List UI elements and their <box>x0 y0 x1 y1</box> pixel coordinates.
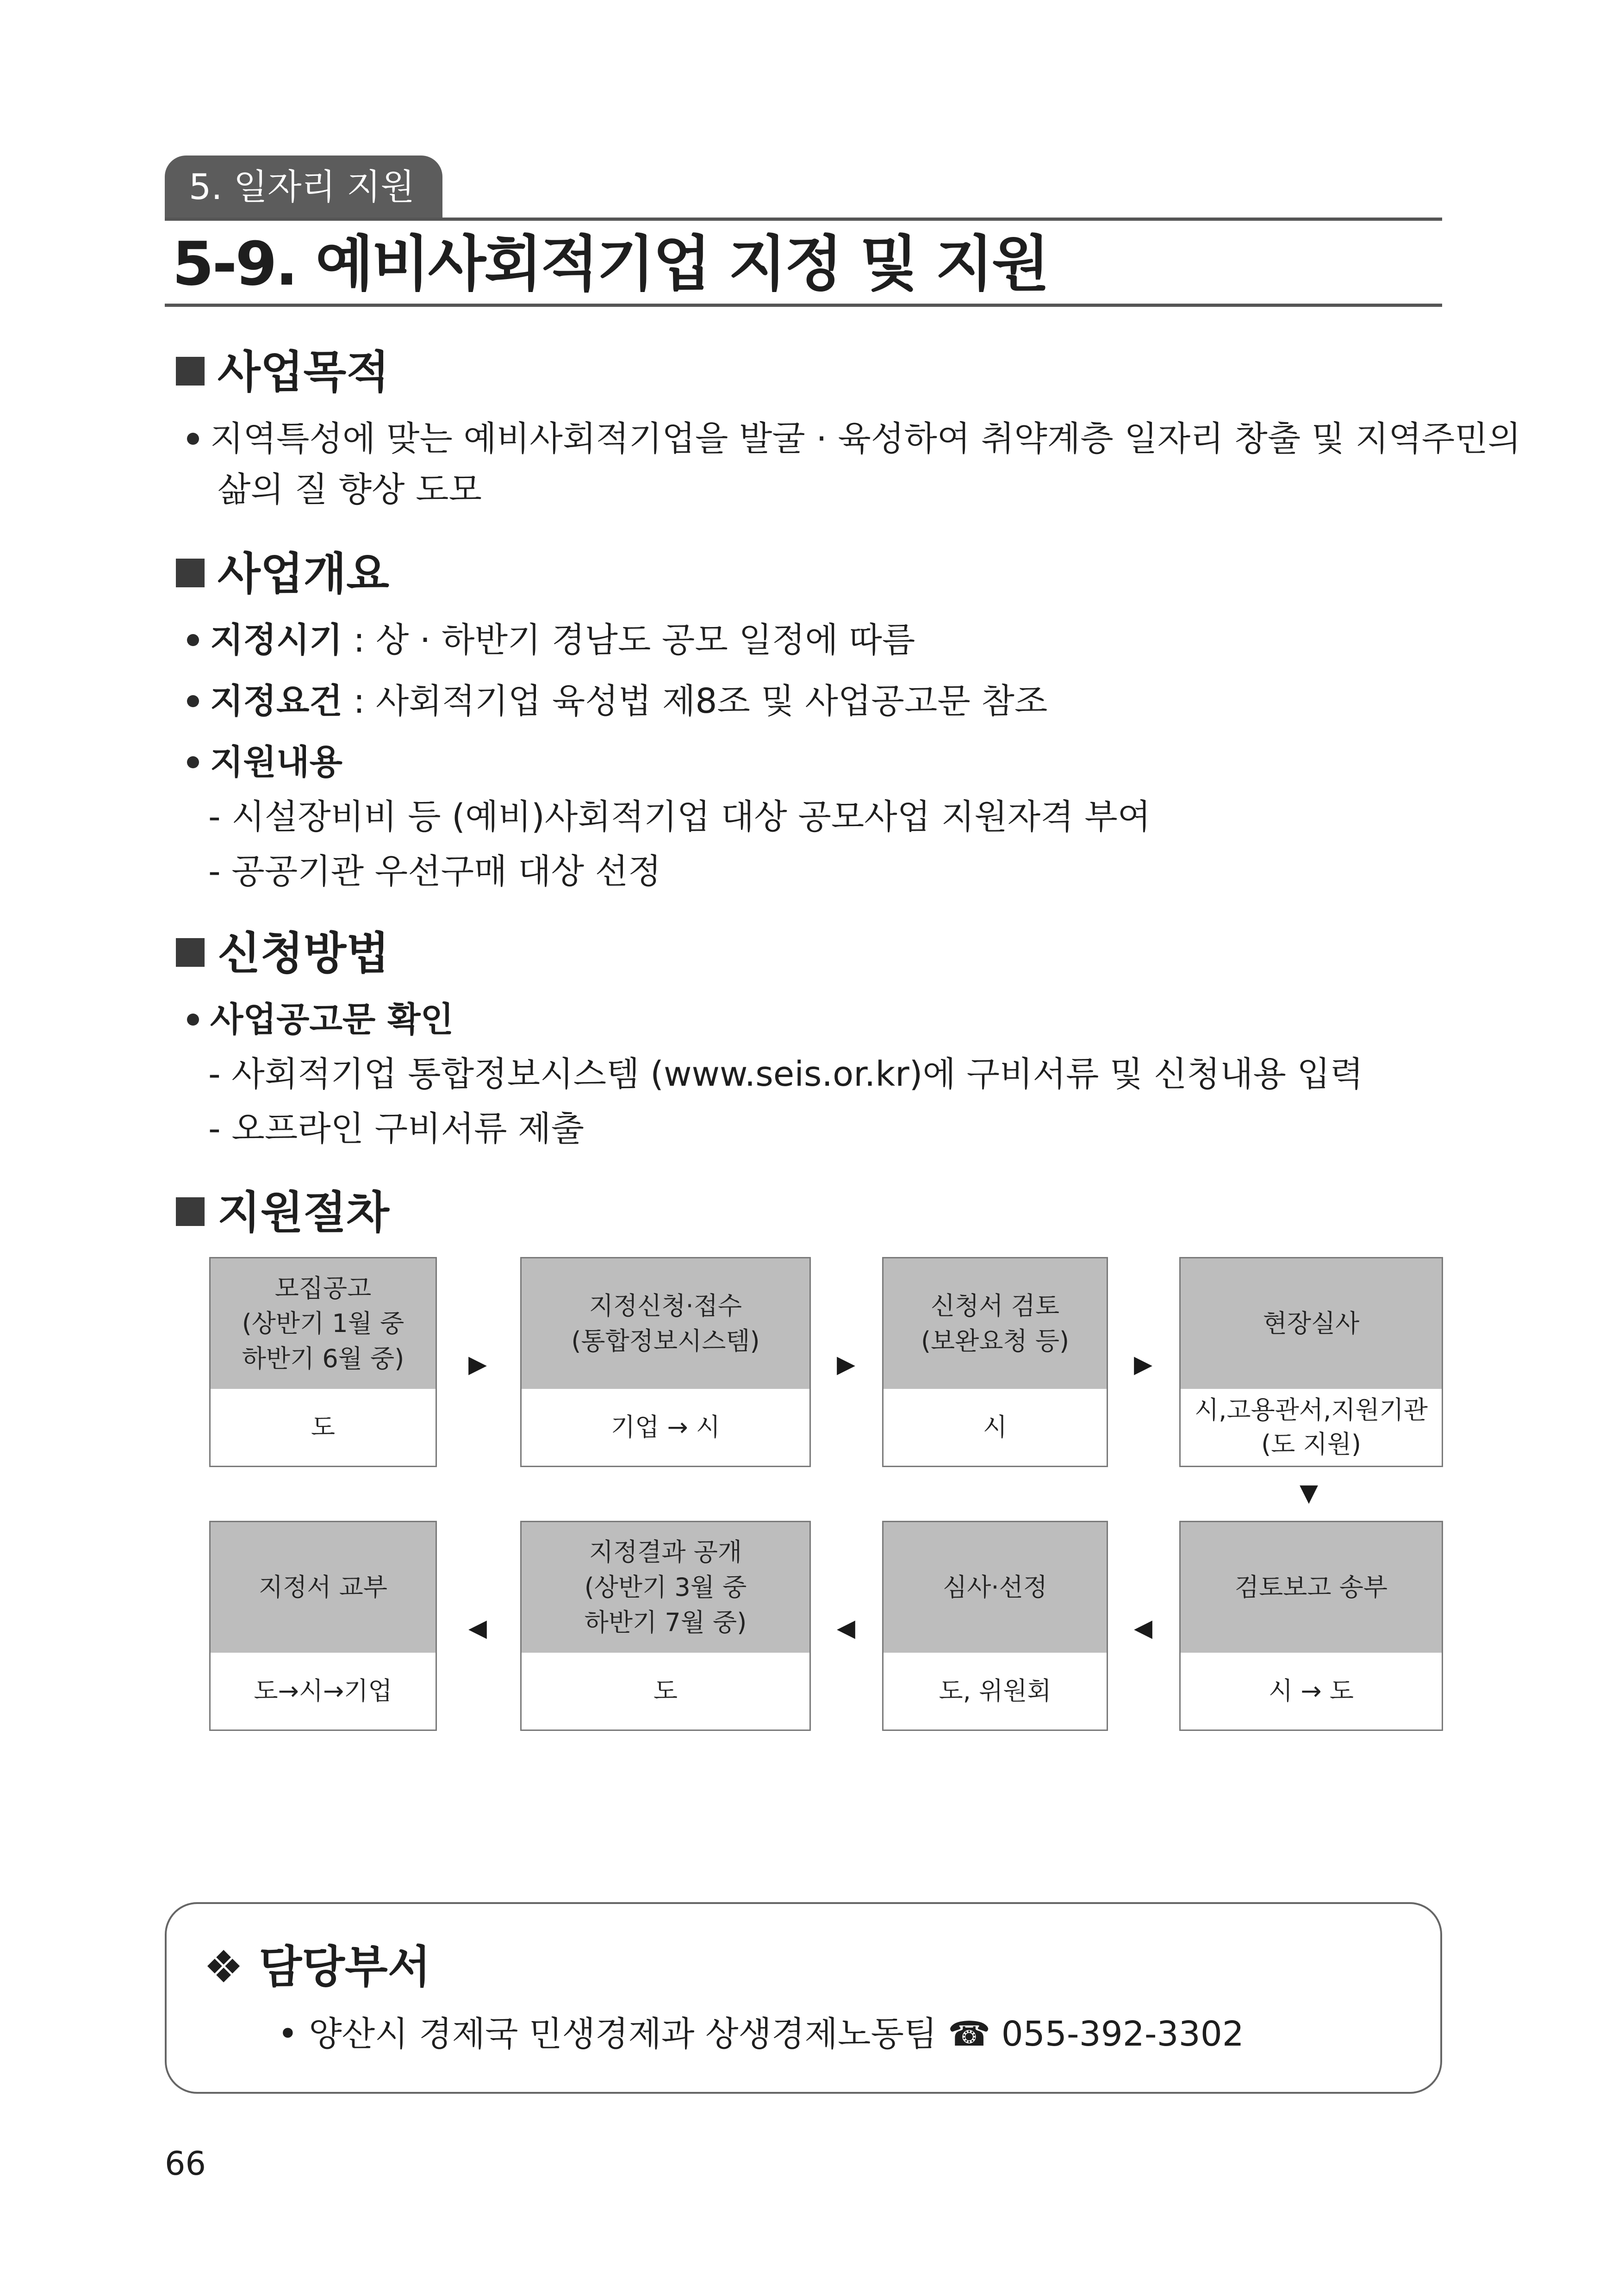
flow-step-actor: 시,고용관서,지원기관 (도 지원) <box>1195 1395 1428 1459</box>
overview-heading: 사업개요 <box>176 546 389 602</box>
application-item-2: - 오프라인 구비서류 제출 <box>208 1109 585 1149</box>
square-bullet-icon <box>176 938 205 967</box>
flow-step-actor: 시 <box>983 1412 1008 1442</box>
flow-step-label: 모집공고 (상반기 1월 중 하반기 6월 중) <box>211 1258 436 1389</box>
purpose-line-1: 지역특성에 맞는 예비사회적기업을 발굴 · 육성하여 취약계층 일자리 창출 및 지역주민의 <box>187 413 1521 464</box>
flow-step-recruit <box>209 1257 437 1467</box>
arrow-right-icon: ▶ <box>1134 1350 1152 1378</box>
arrow-down-icon: ▼ <box>1300 1479 1318 1507</box>
arrow-right-icon: ▶ <box>468 1350 487 1378</box>
page-number: 66 <box>165 2145 206 2183</box>
flow-step-send-report <box>1179 1521 1443 1731</box>
flow-step-actor: 도 <box>653 1676 678 1705</box>
flow-step-label: 지정신청·접수 (통합정보시스템) <box>522 1258 809 1389</box>
section-tab: 5. 일자리 지원 <box>165 156 442 218</box>
support-item-1: - 시설장비비 등 (예비)사회적기업 대상 공모사업 지원자격 부여 <box>208 797 1151 837</box>
bullet-dot-icon <box>187 634 199 646</box>
contact-heading: ❖ 담당부서 <box>204 1941 431 1993</box>
header-rule-bottom <box>165 304 1442 307</box>
page-title: 5-9. 예비사회적기업 지정 및 지원 <box>172 229 1048 299</box>
flow-step-label: 검토보고 송부 <box>1181 1522 1442 1653</box>
square-bullet-icon <box>176 357 205 386</box>
bullet-dot-icon <box>187 695 199 707</box>
flow-step-inspection <box>1179 1257 1443 1467</box>
flow-step-label: 신청서 검토 (보완요청 등) <box>884 1258 1107 1389</box>
flow-step-label: 심사·선정 <box>884 1522 1107 1653</box>
header-rule-top <box>165 218 1442 221</box>
flow-step-issue-certificate <box>209 1521 437 1731</box>
flow-step-label: 지정결과 공개 (상반기 3월 중 하반기 7월 중) <box>522 1522 809 1653</box>
flow-step-actor: 도 <box>311 1412 336 1442</box>
flow-step-selection <box>882 1521 1108 1731</box>
overview-timing: 지정시기 : 상 · 하반기 경남도 공모 일정에 따름 <box>187 615 915 666</box>
flow-step-actor: 기업 → 시 <box>610 1412 721 1442</box>
square-bullet-icon <box>176 1197 205 1226</box>
flow-step-label: 지정서 교부 <box>211 1522 436 1653</box>
overview-requirement: 지정요건 : 사회적기업 육성법 제8조 및 사업공고문 참조 <box>187 676 1047 727</box>
bullet-dot-icon <box>187 433 199 445</box>
arrow-left-icon: ◀ <box>837 1614 855 1642</box>
contact-box <box>165 1902 1442 2094</box>
flow-step-apply <box>520 1257 811 1467</box>
purpose-line-2: 삶의 질 향상 도모 <box>218 470 482 510</box>
bullet-dot-icon <box>187 756 199 768</box>
overview-support: 지원내용 <box>187 737 342 788</box>
procedure-heading: 지원절차 <box>176 1185 389 1240</box>
bullet-dot-icon <box>187 1014 199 1026</box>
flow-step-publish-result <box>520 1521 811 1731</box>
arrow-right-icon: ▶ <box>837 1350 855 1378</box>
flow-step-review <box>882 1257 1108 1467</box>
flow-step-actor: 도, 위원회 <box>939 1676 1052 1705</box>
square-bullet-icon <box>176 559 205 587</box>
contact-department: • 양산시 경제국 민생경제과 상생경제노동팀 ☎ 055-392-3302 <box>278 2014 1244 2054</box>
flow-step-actor: 도→시→기업 <box>254 1676 392 1705</box>
support-item-2: - 공공기관 우선구매 대상 선정 <box>208 852 661 891</box>
purpose-heading: 사업목적 <box>176 344 389 400</box>
arrow-left-icon: ◀ <box>1134 1614 1152 1642</box>
arrow-left-icon: ◀ <box>468 1614 487 1642</box>
application-heading: 신청방법 <box>176 926 389 981</box>
flow-step-label: 현장실사 <box>1181 1258 1442 1389</box>
flow-step-actor: 시 → 도 <box>1269 1676 1354 1705</box>
application-item-1: - 사회적기업 통합정보시스템 (www.seis.or.kr)에 구비서류 및 신청내용 입력 <box>208 1054 1363 1094</box>
application-label: 사업공고문 확인 <box>187 994 454 1045</box>
